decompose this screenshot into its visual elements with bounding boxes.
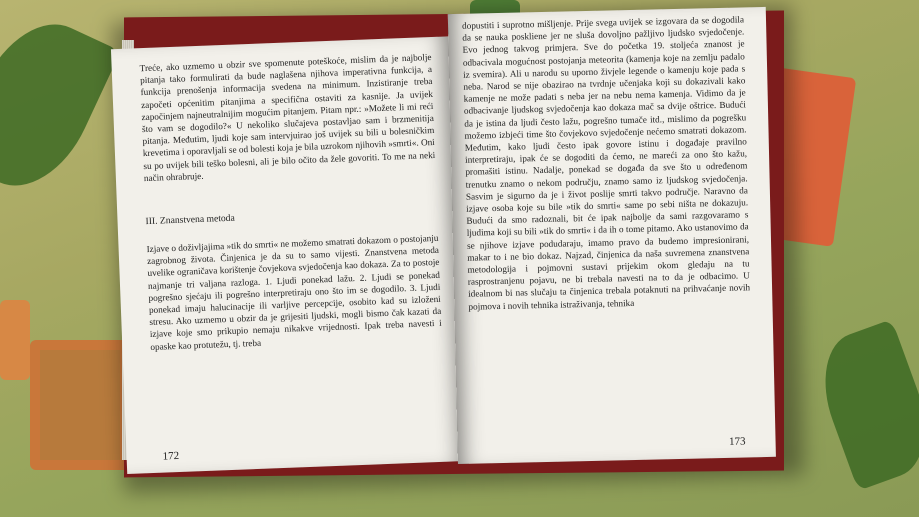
left-page <box>111 36 465 474</box>
leaf-pattern <box>807 319 919 491</box>
page-number-right: 173 <box>728 435 746 448</box>
left-page-top-text: Treće, ako uzmemo u obzir sve spomenute poteškoće, mislim da je najbolje pitanja tako formulirati da bude naglašena njihova imperativna funkcija, a funkcija prenošenja informacija svedena na minimum. Inzistiranje treba započeti općenitim pitanjima a specifična ostaviti za kasnije. Ja uvijek započinjem najneutralnijim mogućim pitanjem. Pitam npr.: »Možete li mi reći što vam se dogodilo?« U nekoliko slučajeva postavljao sam i brzmenitija pitanja. Međutim, ljudi koje sam intervjuirao još uvijek su bili u bolesničkim krevetima i oporavljali se od bolesti koja je bila uzrokom njihovih »smrti«. Oni su po uvijek bili teško bolesni, ali je bilo očito da žele govoriti. To me na neki način ohrabruje. <box>139 51 436 183</box>
section-heading: III. Znanstvena metoda <box>145 212 235 228</box>
decor-tile <box>30 340 130 470</box>
page-number-left: 172 <box>162 449 180 463</box>
decor-tile <box>0 300 30 380</box>
leaf-pattern <box>0 5 121 206</box>
left-page-body-text: Izjave o doživljajima »tik do smrti« ne možemo smatrati dokazom o postojanju zagrobnog života. Činjenica je da su to samo vijesti. Znanstvena metoda uvelike ograničava korištenje čovjekova svjedočenja kao dokaza. Za to postoje najmanje tri valjana razloga. 1. Ljudi ponekad lažu. 2. Ljudi se ponekad pogrešno sjećaju ili pogrešno interpretiraju ono što im se dogodilo. 3. Ljudi ponekad imaju halucinacije ili varljive percepcije, osobito kad su izloženi stresu. Ako uzmemo u obzir da je grijesiti ljudski, mogli bismo čak kazati da izjave koje smo prikupio nemaju nikakve vrijednosti. Ipak treba navesti i opaske kao protutežu, tj. treba <box>146 232 442 352</box>
right-page <box>448 7 776 464</box>
right-page-body-text: dopustiti i suprotno mišljenje. Prije svega uvijek se izgovara da se dogodila da se nauka poskliene jer ne sluša dovoljno pažljivo ljudsko svjedočenje. Evo jednog takvog primjera. Sve do početka 19. stoljeća znanost je odbacivala mogućnost postojanja meteorita (kamenja koje na zemlju padalo iz svemira). Ali u narodu su uporno živjele legende o kamenju koje pada s neba. Narod se nije obazirao na tvrdnje učenjaka koji su dokazivali kako kamenje ne može padati s neba jer na nebu nema kamenja. Vidimo da je odbacivanje ljudskog svjedočenja kao dokaza mač sa dvije oštrice. Budući da je istina da ljudi često lažu, pogrešno tumače itd., mislimo da pogrešku možemo izbjeći time što čovjekovo svjedočenje nećemo smatrati dokazom. Međutim, kako ljudi često ipak govore istinu i događaje pravilno interpretiraju, ipak će se dogoditi da ćemo, ne mareći za ono što kažu, promašiti istinu. Nadalje, ponekad se događa da sve što u određenom trenutku znamo o nekom području, znamo samo iz ljudskog svjedočenja. Sasvim je sigurno da je i život poslije smrti takvo područje. Naravno da izjave osoba koje su bile »tik do smrti« same po sebi ništa ne dokazuju. Budući da smo radoznali, bit će ipak najbolje da sami razgovaramo s ljudima koji su bili »tik do smrti« i da ih o tome pitamo. Ako ustanovimo da se njihove izjave podudaraju, imamo pravo da budemo impresionirani, makar to i ne bio dokaz. Najzad, činjenica da naša suvremena znanstvena metodologija i pojmovni sustavi prijekim okom gledaju na tu rasprostranjenu pojavu, ne bi trebala navesti na to da je odbacimo. U idealnom bi nas slučaju ta činjenica trebala potaknuti na prihvaćanje novih pojmova i novih tehnika istraživanja, tehnika <box>461 14 751 312</box>
